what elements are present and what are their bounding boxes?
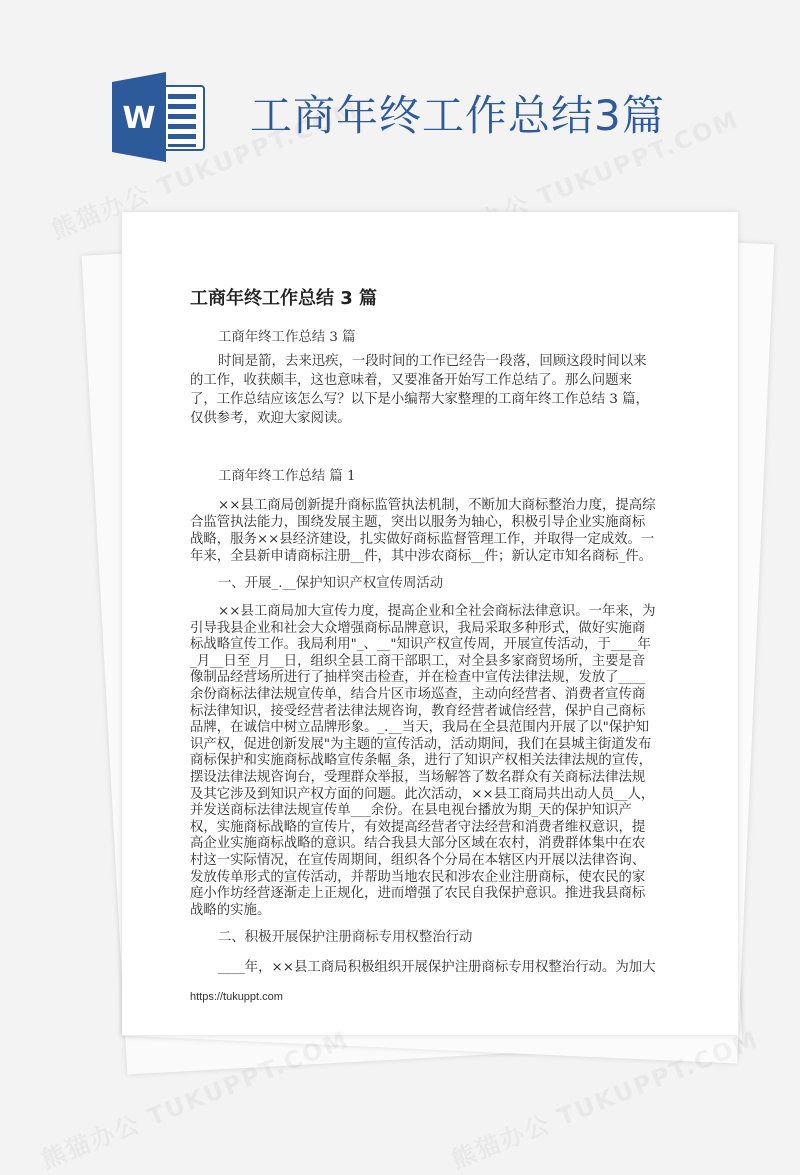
word-icon-letter: W — [122, 101, 156, 136]
para-line: 村这一实际情况，在宣传周期间，组织各个分局在本辖区内开展以法律咨询、 — [190, 853, 646, 868]
para-line: 发放传单形式的宣传活动，并帮助当地农民和涉农企业注册商标，使农民的家 — [190, 869, 646, 885]
para-line: 摆设法律法规咨询台，受理群众举报，当场解答了数名群众有关商标法律法规 — [190, 770, 646, 785]
subheading-two: 二、积极开展保护注册商标专用权整治行动 — [218, 930, 473, 945]
para-line: 引导我县企业和社会大众增强商标品牌意识，我局采取多种形式，做好实施商 — [190, 620, 646, 636]
header — [0, 0, 800, 200]
header-title: 工商年终工作总结3篇 — [250, 91, 665, 140]
para-line: 合监管执法能力，围绕发展主题，突出以服务为轴心，积极引导企业实施商标 — [190, 515, 646, 530]
para-line: 商标保护和实施商标战略宣传条幅_条，进行了知识产权相关法律法规的宣传， — [190, 753, 652, 769]
intro-line: 仅供参考，欢迎大家阅读。 — [190, 411, 351, 426]
para-line: ××县工商局创新提升商标监管执法机制，不断加大商标整治力度，提高综 — [218, 498, 656, 513]
source-url[interactable]: https://tukuppt.com — [190, 991, 283, 1003]
intro-line: 了，工作总结应该怎么写？以下是小编帮大家整理的工商年终工作总结 3 篇， — [190, 392, 649, 407]
document-title: 工商年终工作总结 3 篇 — [190, 288, 378, 309]
para-line: 及其它涉及到知识产权方面的问题。此次活动，××县工商局共出动人员__人， — [190, 786, 655, 802]
word-document-icon — [110, 72, 210, 162]
para-line: 战略，服务××县经济建设，扎实做好商标监督管理工作，并取得一定成效。一 — [190, 532, 655, 547]
document-subtitle: 工商年终工作总结 3 篇 — [218, 330, 356, 345]
subheading-one: 一、开展_.__保护知识产权宣传周活动 — [218, 576, 444, 591]
para-line: _月__日至_月__日，组织全县工商干部职工，对全县多家商贸场所，主要是音 — [190, 653, 646, 669]
para-line: 标法律知识，接受经营者法律法规咨询，教育经营者诚信经营，保护自己商标 — [190, 703, 646, 719]
para-line: 高企业实施商标战略的意识。结合我县大部分区域在农村，消费群体集中在农 — [190, 836, 646, 852]
para-line: ____年，××县工商局积极组织开展保护注册商标专用权整治行动。为加大 — [218, 960, 656, 975]
para-line: 品牌，在诚信中树立品牌形象。_.__当天，我局在全县范围内开展了以"保护知 — [190, 720, 649, 736]
para-line: 识产权，促进创新发展"为主题的宣传活动，活动期间，我们在县城主街道发布 — [190, 736, 652, 752]
para-line: 权，实施商标战略的宣传片，有效提高经营者守法经营和消费者维权意识，提 — [190, 819, 646, 835]
para-line: 并发送商标法律法规宣传单___余份。在县电视台播放为期_天的保护知识产 — [190, 803, 632, 819]
para-line: ××县工商局加大宣传力度，提高企业和全社会商标法律意识。一年来，为 — [218, 604, 656, 619]
para-line: 像制品经营场所进行了抽样突击检查，并在检查中宣传法律法规，发放了____ — [190, 670, 646, 686]
para-line: 战略的实施。 — [190, 902, 271, 918]
para-line: 余份商标法律法规宣传单，结合片区市场巡查，主动向经营者、消费者宣传商 — [190, 687, 646, 702]
intro-line: 时间是箭，去来迅疾，一段时间的工作已经告一段落，回顾这段时间以来 — [218, 354, 647, 369]
para-line: 标战略宣传工作。我局利用"_、__"知识产权宣传周，开展宣传活动，于____年 — [190, 637, 651, 653]
para-line: 庭小作坊经营逐渐走上正规化，进而增强了农民自我保护意识。推进我县商标 — [190, 886, 646, 902]
intro-line: 的工作，收获颇丰，这也意味着，又要准备开始写工作总结了。那么问题来 — [190, 373, 632, 388]
para-line: 年来，全县新申请商标注册__件，其中涉农商标__件；新认定市知名商标_件。 — [190, 549, 652, 564]
section-heading: 工商年终工作总结 篇 1 — [218, 469, 356, 484]
